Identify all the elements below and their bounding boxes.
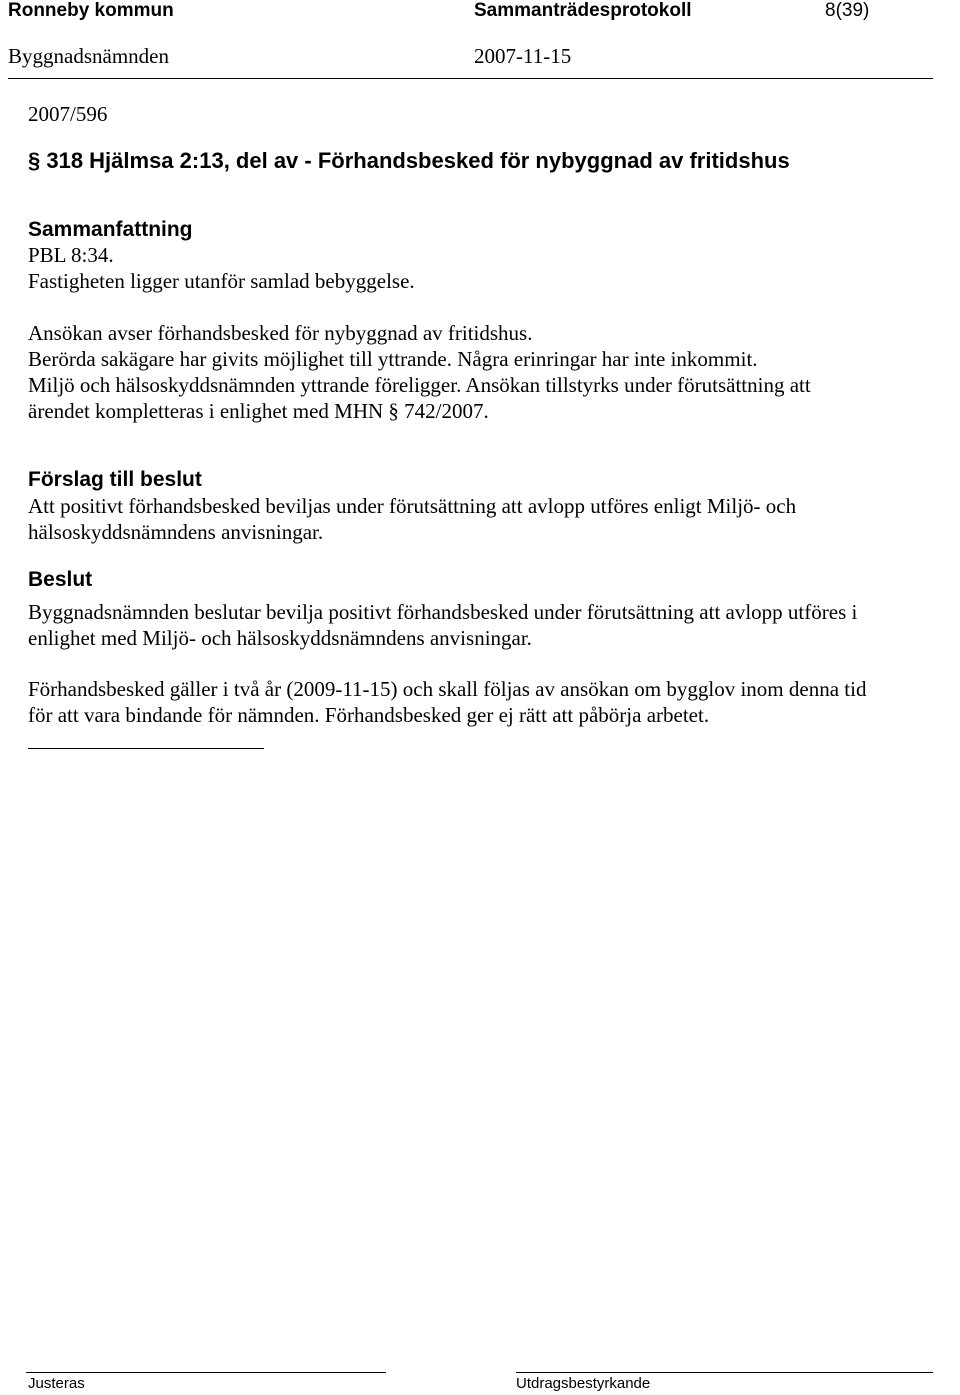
decision-line: för att vara bindande för nämnden. Förhandsbesked ger ej rätt att påbörja arbetet. (28, 703, 710, 727)
summary-line: Ansökan avser förhandsbesked för nybyggnad av fritidshus. (28, 321, 533, 345)
decision-line: Byggnadsnämnden beslutar bevilja positivt förhandsbesked under förutsättning att avlopp utföres i (28, 600, 858, 624)
summary-line: PBL 8:34. (28, 243, 114, 267)
summary-heading: Sammanfattning (28, 218, 193, 241)
decision-heading: Beslut (28, 568, 93, 591)
item-title: § 318 Hjälmsa 2:13, del av - Förhandsbesked för nybyggnad av fritidshus (28, 148, 790, 173)
header-divider (8, 78, 933, 79)
summary-line: Miljö och hälsoskyddsnämnden yttrande föreligger. Ansökan tillstyrks under förutsättning att (28, 373, 811, 397)
justeras-label: Justeras (28, 1375, 85, 1392)
case-number: 2007/596 (28, 102, 108, 126)
summary-line: Berörda sakägare har givits möjlighet till yttrande. Några erinringar har inte inkommit. (28, 347, 758, 371)
proposal-heading: Förslag till beslut (28, 468, 202, 491)
utdragsbestyrkande-rule (516, 1372, 933, 1373)
proposal-line: hälsoskyddsnämndens anvisningar. (28, 520, 324, 544)
proposal-line: Att positivt förhandsbesked beviljas under förutsättning att avlopp utföres enligt Miljö- och (28, 494, 797, 518)
signature-line (28, 748, 264, 749)
organization-name: Ronneby kommun (8, 0, 174, 21)
committee-name: Byggnadsnämnden (8, 44, 169, 68)
meeting-date: 2007-11-15 (474, 44, 572, 68)
document-type: Sammanträdesprotokoll (474, 0, 692, 21)
justeras-rule (26, 1372, 386, 1373)
summary-line: ärendet kompletteras i enlighet med MHN § 742/2007. (28, 399, 489, 423)
summary-line: Fastigheten ligger utanför samlad bebyggelse. (28, 269, 415, 293)
page-number: 8(39) (825, 0, 870, 21)
decision-line: Förhandsbesked gäller i två år (2009-11-15) och skall följas av ansökan om bygglov inom denna tid (28, 677, 867, 701)
utdragsbestyrkande-label: Utdragsbestyrkande (516, 1375, 651, 1392)
decision-line: enlighet med Miljö- och hälsoskyddsnämndens anvisningar. (28, 626, 532, 650)
